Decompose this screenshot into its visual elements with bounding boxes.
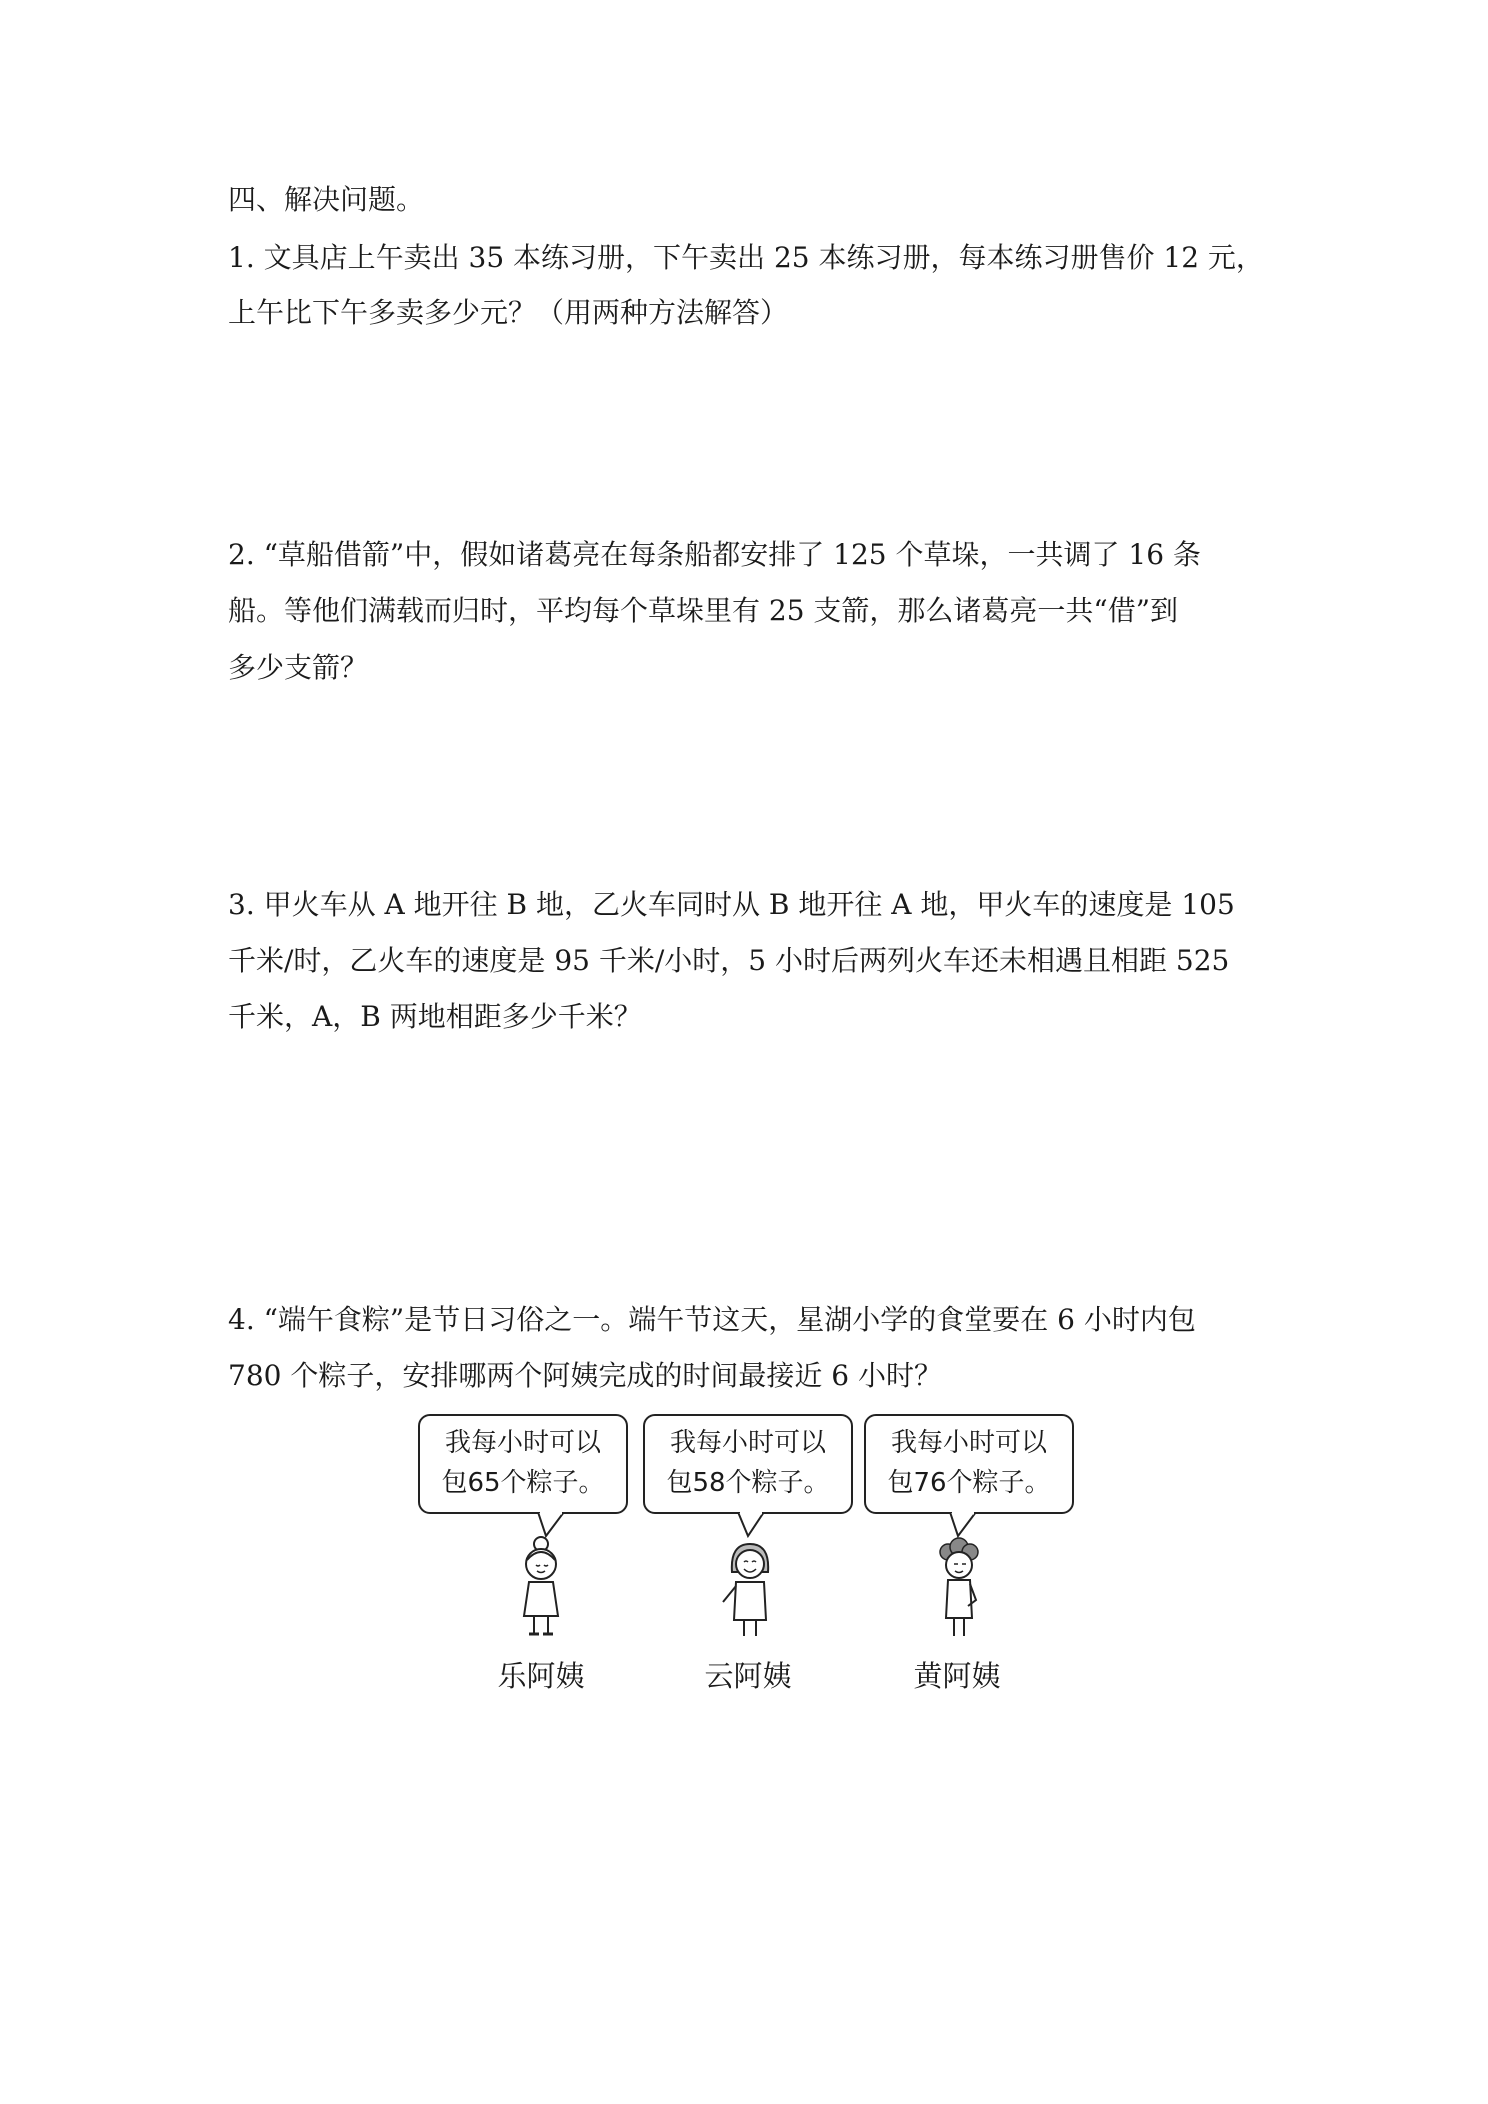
question-1-line-2: 上午比下午多卖多少元？（用两种方法解答）	[228, 296, 789, 329]
aunt-le-name: 乐阿姨	[497, 1659, 585, 1693]
aunt-huang-figure	[914, 1532, 1004, 1642]
aunt-yun-figure	[705, 1532, 795, 1642]
question-2-line-1: 2. “草船借箭”中，假如诸葛亮在每条船都安排了 125 个草垛，一共调了 16 条	[228, 538, 1201, 571]
section-title: 四、解决问题。	[228, 183, 425, 216]
question-3-line-3: 千米，A，B 两地相距多少千米？	[228, 1000, 642, 1033]
speech-bubble-huang	[864, 1414, 1074, 1514]
speech-bubble-yun	[643, 1414, 853, 1514]
question-4-line-2: 780 个粽子，安排哪两个阿姨完成的时间最接近 6 小时？	[228, 1359, 942, 1392]
question-3-line-1: 3. 甲火车从 A 地开往 B 地，乙火车同时从 B 地开往 A 地，甲火车的速度是 105	[228, 888, 1235, 921]
aunt-huang-name: 黄阿姨	[913, 1659, 1001, 1693]
speech-bubble-le-line-2: 包65个粽子。	[441, 1468, 605, 1498]
question-1-line-1: 1. 文具店上午卖出 35 本练习册，下午卖出 25 本练习册，每本练习册售价 12 元，	[228, 241, 1264, 274]
question-2-line-3: 多少支箭？	[228, 651, 369, 684]
question-2-line-2: 船。等他们满载而归时，平均每个草垛里有 25 支箭，那么诸葛亮一共“借”到	[228, 594, 1179, 627]
speech-bubble-le	[418, 1414, 628, 1514]
aunt-le-figure	[496, 1532, 586, 1642]
speech-bubble-huang-line-2: 包76个粽子。	[887, 1468, 1051, 1498]
speech-bubble-huang-line-1: 我每小时可以	[890, 1428, 1047, 1458]
aunts-illustration	[418, 1414, 1078, 1704]
question-4-line-1: 4. “端午食粽”是节日习俗之一。端午节这天，星湖小学的食堂要在 6 小时内包	[228, 1303, 1196, 1336]
speech-bubble-yun-line-1: 我每小时可以	[669, 1428, 826, 1458]
speech-bubble-yun-line-2: 包58个粽子。	[666, 1468, 830, 1498]
question-3-line-2: 千米/时，乙火车的速度是 95 千米/小时，5 小时后两列火车还未相遇且相距 525	[228, 944, 1230, 977]
speech-bubble-le-line-1: 我每小时可以	[444, 1428, 601, 1458]
aunt-yun-name: 云阿姨	[704, 1659, 792, 1693]
